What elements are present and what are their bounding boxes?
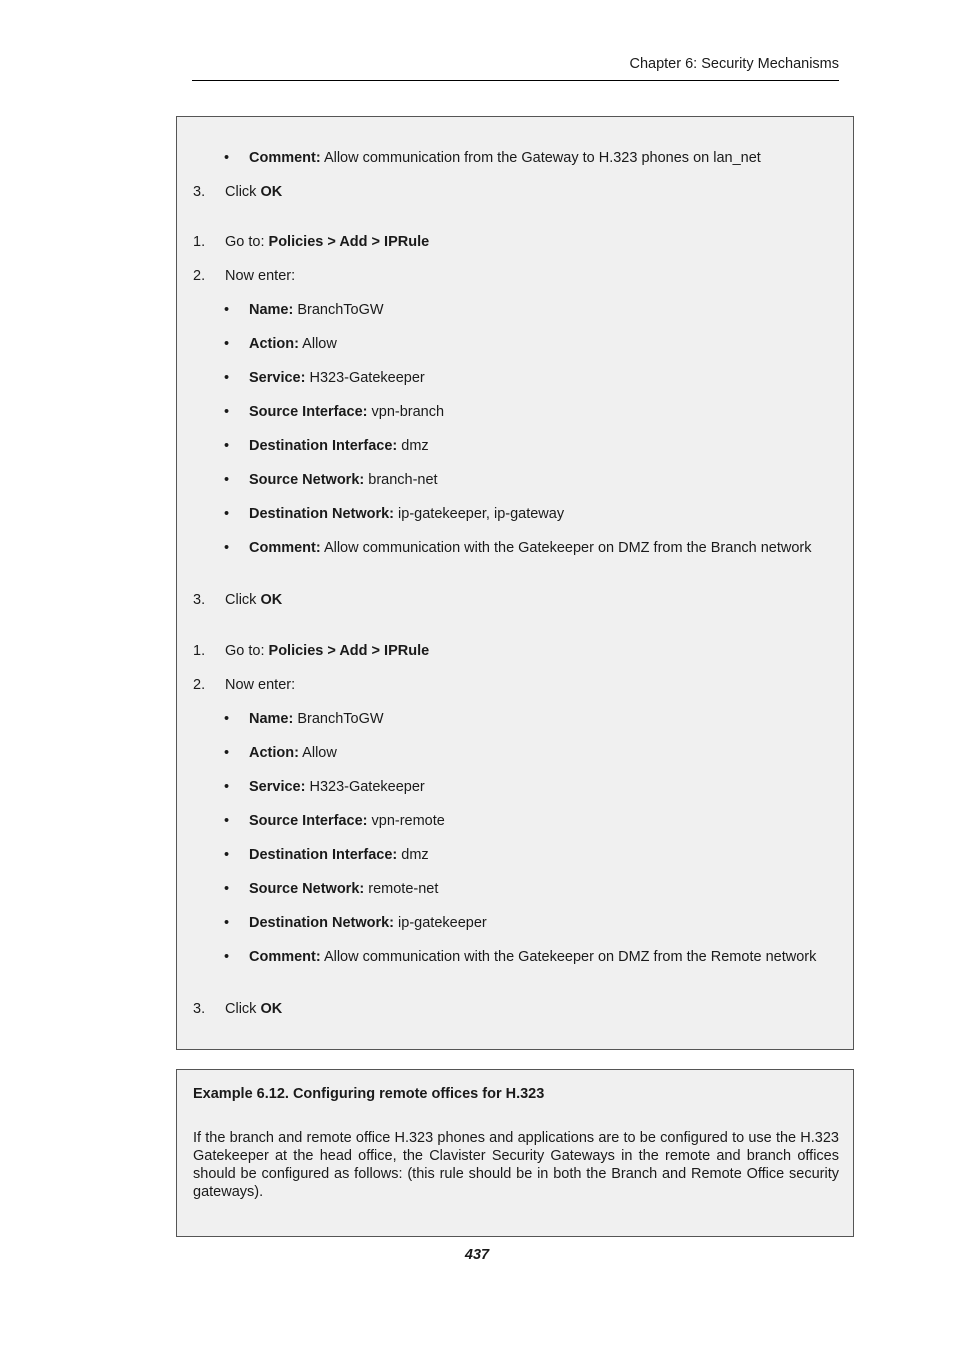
step-number: 1. <box>193 643 206 659</box>
page-number: 437 <box>464 1247 490 1263</box>
field-label: Service: <box>249 370 306 386</box>
ok-label: OK <box>260 592 283 608</box>
field-value: ip-gatekeeper, ip-gateway <box>398 506 565 522</box>
page-header <box>192 54 839 81</box>
step-number: 1. <box>193 234 206 250</box>
step-number: 3. <box>193 1001 206 1017</box>
step-text: Now enter: <box>225 268 296 284</box>
menu-path: Policies > Add > IPRule <box>268 643 430 659</box>
procedure-box: • Comment: Allow communication from the Gateway to H.323 phones on lan_net 3. Click OK 1. Go to: Policies > Add > IPRule 2. Now enter: • Name: BranchToGW • Action: Allow • Service: H323-Gatekeeper • Source Interface: vpn-branch • Destination Interface: dmz • Source Network: branch-net • Destination Network: ip-gatekeeper, ip-gateway • Comment: Allow communication with the Gatekeeper on DMZ from the Branch network 3. Click OK 1. Go to: Policies > Add > IPRule 2. Now enter: • Name: BranchToGW • Action: Allow • Service: H323-Gatekeeper • Source Interface: vpn-remote • Destination Interface: dmz • Source Network: remote-net • Destination Network: ip-gatekeeper • Comment: Allow communication with the Gatekeeper on DMZ from the Remote network 3. Click OK <box>176 116 854 1050</box>
field-label: Source Network: <box>249 881 365 897</box>
field-value: branch-net <box>368 472 438 488</box>
field-label: Name: <box>249 302 294 318</box>
field-label: Destination Interface: <box>249 438 398 454</box>
field-label: Comment: <box>249 949 321 965</box>
field-value: Allow <box>302 336 337 352</box>
field-value: BranchToGW <box>297 302 384 318</box>
field-value: ip-gatekeeper <box>398 915 487 931</box>
field-value: remote-net <box>368 881 439 897</box>
example-box <box>176 1069 854 1237</box>
field-value: Allow <box>302 745 337 761</box>
field-label: Action: <box>249 745 299 761</box>
field-value: vpn-remote <box>371 813 445 829</box>
field-label: Source Interface: <box>249 813 368 829</box>
field-label: Destination Interface: <box>249 847 398 863</box>
field-label: Source Interface: <box>249 404 368 420</box>
field-label: Source Network: <box>249 472 365 488</box>
ok-label: OK <box>260 1001 283 1017</box>
field-value: Allow communication from the Gateway to H.323 phones on lan_net <box>323 150 761 166</box>
field-value: dmz <box>401 847 429 863</box>
chapter-title: Chapter 6: Security Mechanisms <box>629 56 839 72</box>
step-number: 2. <box>193 677 206 693</box>
menu-path: Policies > Add > IPRule <box>268 234 430 250</box>
step-number: 3. <box>193 592 206 608</box>
comment-paragraph <box>249 539 839 557</box>
field-value: vpn-branch <box>371 404 445 420</box>
step-text: Now enter: <box>225 677 296 693</box>
field-label: Name: <box>249 711 294 727</box>
field-label: Service: <box>249 779 306 795</box>
bullet-marker: • <box>224 150 230 166</box>
example-title: Example 6.12. Configuring remote offices for H.323 <box>193 1086 545 1102</box>
field-label: Destination Network: <box>249 506 395 522</box>
ok-label: OK <box>260 184 283 200</box>
example-paragraph: If the branch and remote office H.323 phones and applications are to be configured to use the H.323 Gatekeeper at the head office, the Clavister Security Gateways in the remote and branch offices should be configured as follows: (this rule should be in both the Branch and Remote Office security gateways). <box>193 1130 839 1200</box>
field-value: Allow communication with the Gatekeeper on DMZ from the Branch network <box>323 540 812 556</box>
field-label: Destination Network: <box>249 915 395 931</box>
field-value: dmz <box>401 438 429 454</box>
step-number: 3. <box>193 184 206 200</box>
field-label: Comment: <box>249 150 321 166</box>
field-value: BranchToGW <box>297 711 384 727</box>
field-label: Action: <box>249 336 299 352</box>
field-value: H323-Gatekeeper <box>309 370 425 386</box>
field-value: Allow communication with the Gatekeeper on DMZ from the Remote network <box>323 949 817 965</box>
field-label: Comment: <box>249 540 321 556</box>
comment-paragraph <box>249 948 839 966</box>
field-value: H323-Gatekeeper <box>309 779 425 795</box>
step-number: 2. <box>193 268 206 284</box>
